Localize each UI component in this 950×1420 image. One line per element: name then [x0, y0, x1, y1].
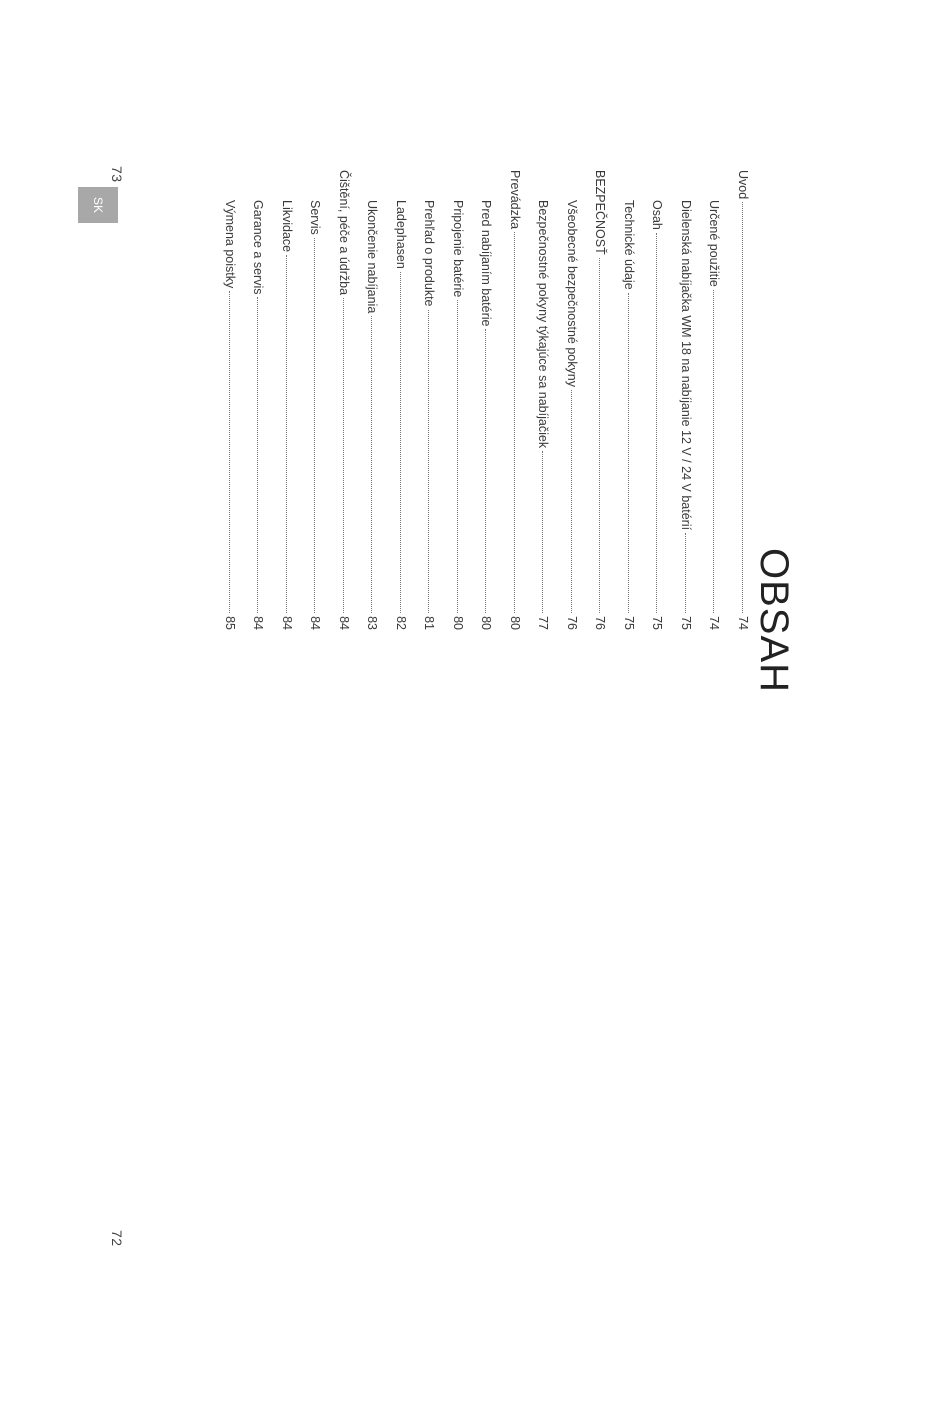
toc-entry[interactable] [351, 170, 380, 630]
toc-entry-page: 74 [736, 616, 750, 630]
toc-entry-page: 74 [707, 616, 722, 630]
toc-entry[interactable] [465, 170, 494, 630]
toc-entry-label: Osah [650, 200, 665, 230]
toc-entry-page: 81 [422, 616, 437, 630]
toc-dot-leader [543, 451, 544, 613]
toc-entry-page: 84 [337, 616, 351, 630]
toc-entry-page: 75 [622, 616, 636, 630]
toc-entry-label: Likvidace [280, 200, 294, 253]
toc-entry[interactable] [665, 170, 694, 630]
toc-entry[interactable] [494, 170, 523, 630]
toc-entry-label: Bezpečnostné pokyny týkajúce sa nabíjačiek [536, 200, 551, 449]
toc-dot-leader [343, 298, 344, 613]
toc-entry[interactable] [323, 170, 352, 630]
toc-entry[interactable] [437, 170, 466, 630]
toc-entry-label: Dielenská nabíjačka WM 18 na nabíjanie 12 V / 24 V batérií [679, 200, 693, 531]
toc-entry-label: Ladephasen [394, 200, 408, 269]
toc-dot-leader [400, 272, 401, 613]
toc-entry-label: Určené použitie [707, 200, 722, 287]
toc-entry-label: Čištění, péče a údržba [337, 170, 351, 296]
toc-dot-leader [315, 238, 316, 613]
toc-entry-label: BEZPEČNOSŤ [593, 170, 608, 255]
toc-entry[interactable] [380, 170, 409, 630]
toc-dot-leader [372, 316, 373, 613]
toc-entry[interactable] [551, 170, 580, 630]
toc-dot-leader [486, 329, 487, 613]
toc-dot-leader [657, 233, 658, 613]
toc-dot-leader [600, 258, 601, 613]
toc-dot-leader [685, 533, 686, 613]
toc-entry-page: 75 [650, 616, 665, 630]
toc-entry[interactable] [209, 170, 238, 630]
toc-entry-label: Všeobecné bezpečnostné pokyny [565, 200, 579, 387]
page-number-left: 72 [109, 1230, 125, 1247]
toc-dot-leader [514, 232, 515, 613]
toc-entry-page: 76 [593, 616, 608, 630]
toc-entry-label: Technické údaje [622, 200, 636, 290]
page-number-right: 73 [109, 166, 125, 183]
toc-entry-label: Servis [308, 200, 323, 235]
toc-dot-leader [258, 297, 259, 613]
toc-entry-page: 84 [280, 616, 294, 630]
toc-dot-leader [286, 255, 287, 613]
toc-entry-page: 83 [365, 616, 380, 630]
toc-entry[interactable] [294, 170, 323, 630]
toc-entry[interactable] [237, 170, 266, 630]
toc-entry-label: Výmena poistky [223, 200, 237, 289]
toc-dot-leader [742, 202, 743, 613]
toc-entry-label: Pred nabíjaním batérie [479, 200, 494, 327]
toc-entry-label: Prehľad o produkte [422, 200, 437, 307]
toc-entry-label: Garance a servis [251, 200, 266, 295]
toc-dot-leader [457, 300, 458, 613]
toc-entry[interactable] [522, 170, 551, 630]
language-tab: SK [78, 187, 118, 223]
toc-entry[interactable] [636, 170, 665, 630]
toc-entry-page: 76 [565, 616, 579, 630]
toc-entry[interactable] [408, 170, 437, 630]
toc-entry-page: 75 [679, 616, 693, 630]
toc-dot-leader [571, 390, 572, 613]
toc-dot-leader [429, 310, 430, 614]
toc-entry-page: 82 [394, 616, 408, 630]
toc-entry[interactable] [579, 170, 608, 630]
page-title: OBSAH [752, 548, 796, 694]
toc-entry-label: Ukončenie nabíjania [365, 200, 380, 314]
toc-dot-leader [229, 291, 230, 613]
toc-entry[interactable] [693, 170, 722, 630]
toc-entry-page: 80 [451, 616, 465, 630]
toc-entry-page: 77 [536, 616, 551, 630]
toc-entry-page: 84 [308, 616, 323, 630]
toc-entry-page: 80 [479, 616, 494, 630]
toc-entry-label: Uvod [736, 170, 750, 200]
toc-entry-page: 85 [223, 616, 237, 630]
toc-entry-label: Pripojenie batérie [451, 200, 465, 298]
toc-entry-page: 80 [508, 616, 522, 630]
toc-entry-page: 84 [251, 616, 266, 630]
table-of-contents [209, 170, 751, 630]
toc-dot-leader [714, 290, 715, 613]
toc-entry[interactable] [722, 170, 751, 630]
toc-entry[interactable] [608, 170, 637, 630]
toc-entry[interactable] [266, 170, 295, 630]
toc-dot-leader [628, 293, 629, 613]
toc-entry-label: Prevádzka [508, 170, 522, 230]
